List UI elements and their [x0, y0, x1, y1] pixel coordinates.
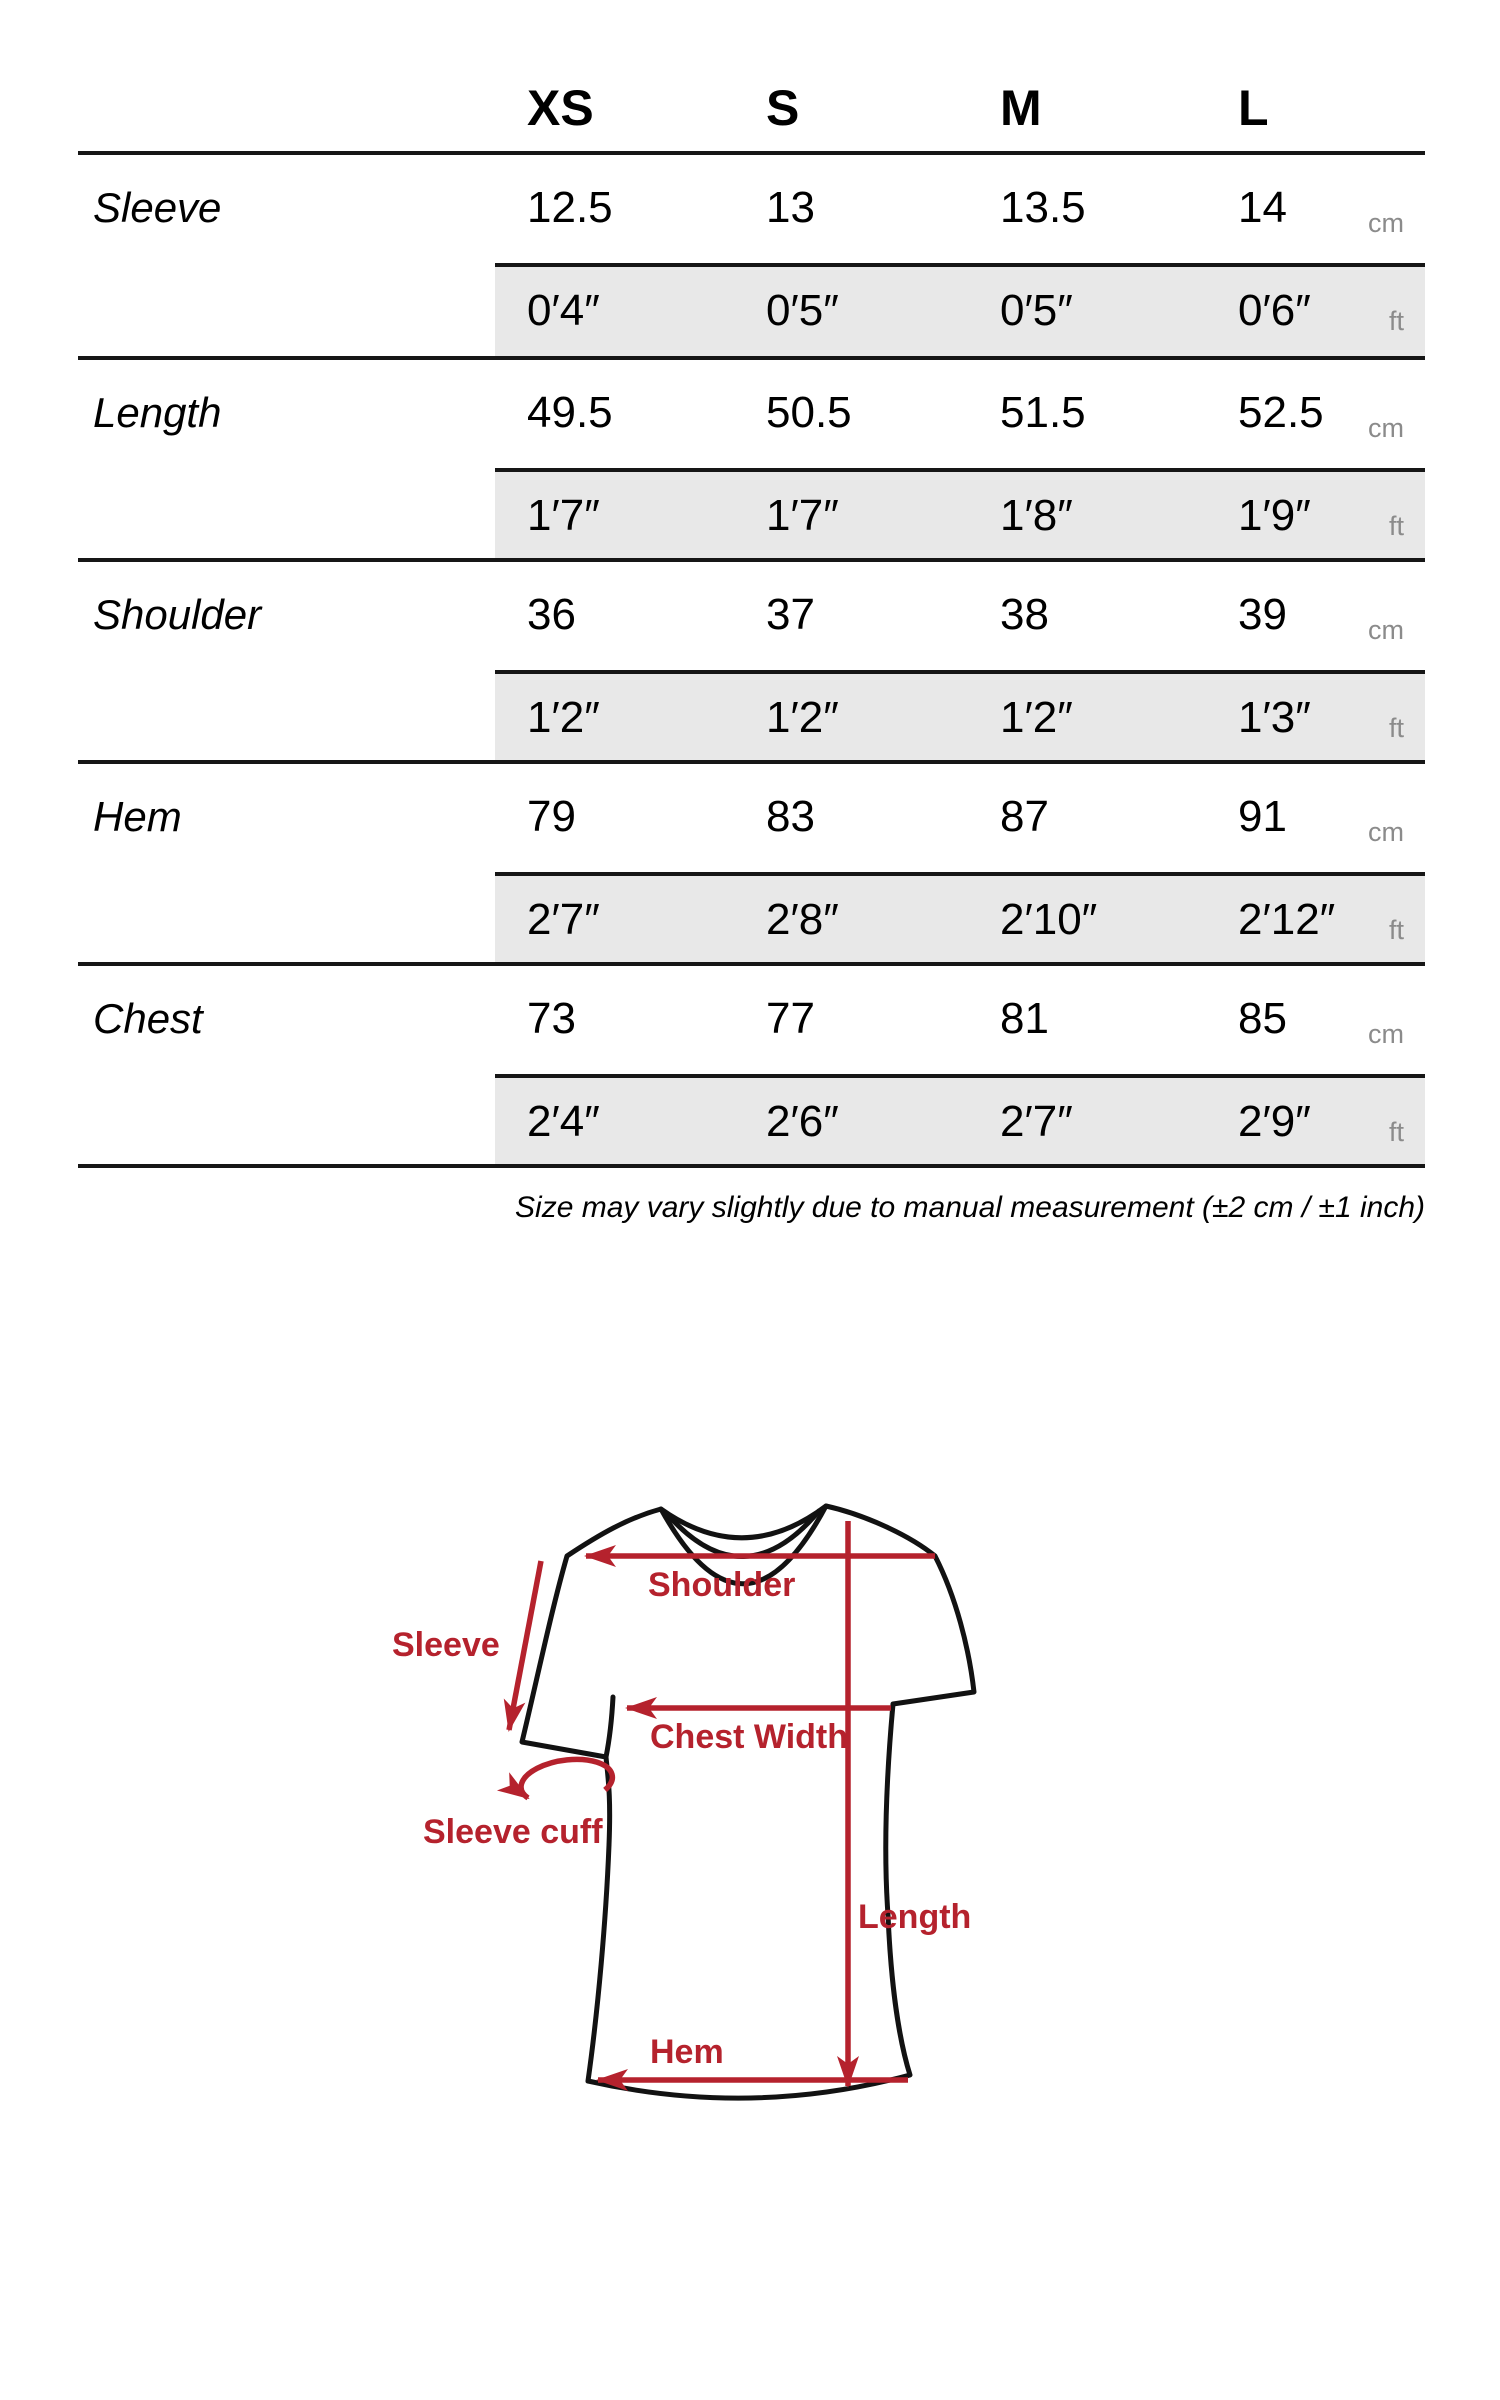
cell-shoulder-s-ft: 1′2″ — [766, 693, 839, 742]
table-rule — [78, 356, 1425, 360]
cell-length-l-ft: 1′9″ — [1238, 491, 1311, 540]
row-label-length: Length — [93, 389, 222, 436]
cell-hem-l-cm: 91 — [1238, 792, 1287, 841]
column-header-s: S — [766, 80, 800, 136]
table-rule — [78, 1164, 1425, 1168]
unit-label-ft: ft — [1388, 1117, 1404, 1147]
chest-width-label: Chest Width — [650, 1718, 849, 1756]
column-header-xs: XS — [527, 80, 594, 136]
cell-hem-m-ft: 2′10″ — [1000, 895, 1098, 944]
row-label-sleeve: Sleeve — [93, 184, 222, 231]
cell-length-s-cm: 50.5 — [766, 388, 852, 437]
row-label-hem: Hem — [93, 793, 182, 840]
cell-hem-l-ft: 2′12″ — [1238, 895, 1336, 944]
tshirt-measurement-diagram — [360, 1460, 1040, 2180]
cell-sleeve-m-cm: 13.5 — [1000, 183, 1086, 232]
cell-chest-l-cm: 85 — [1238, 994, 1287, 1043]
cell-shoulder-m-ft: 1′2″ — [1000, 693, 1073, 742]
cell-chest-s-cm: 77 — [766, 994, 815, 1043]
table-rule — [78, 760, 1425, 764]
cell-hem-s-ft: 2′8″ — [766, 895, 839, 944]
cell-chest-l-ft: 2′9″ — [1238, 1097, 1311, 1146]
cell-chest-xs-cm: 73 — [527, 994, 576, 1043]
hem-label: Hem — [650, 2033, 724, 2071]
unit-label-ft: ft — [1388, 915, 1404, 945]
cell-sleeve-m-ft: 0′5″ — [1000, 286, 1073, 335]
measurement-disclaimer: Size may vary slightly due to manual measurement (±2 cm / ±1 inch) — [515, 1191, 1425, 1224]
cell-shoulder-xs-ft: 1′2″ — [527, 693, 600, 742]
length-label: Length — [858, 1898, 972, 1936]
column-header-m: M — [1000, 80, 1042, 136]
table-rule — [78, 962, 1425, 966]
row-label-chest: Chest — [93, 995, 203, 1042]
cell-sleeve-xs-cm: 12.5 — [527, 183, 613, 232]
unit-label-cm: cm — [1368, 413, 1404, 443]
unit-label-ft: ft — [1388, 511, 1404, 541]
cell-chest-xs-ft: 2′4″ — [527, 1097, 600, 1146]
table-rule — [78, 151, 1425, 155]
unit-label-cm: cm — [1368, 817, 1404, 847]
cell-chest-m-ft: 2′7″ — [1000, 1097, 1073, 1146]
cell-length-l-cm: 52.5 — [1238, 388, 1324, 437]
cell-hem-m-cm: 87 — [1000, 792, 1049, 841]
table-rule — [78, 558, 1425, 562]
cell-sleeve-l-ft: 0′6″ — [1238, 286, 1311, 335]
unit-label-ft: ft — [1388, 713, 1404, 743]
sleeve-arrow — [509, 1561, 541, 1730]
sleeve-cuff-label: Sleeve cuff — [423, 1813, 603, 1851]
cell-shoulder-m-cm: 38 — [1000, 590, 1049, 639]
cell-shoulder-s-cm: 37 — [766, 590, 815, 639]
cell-shoulder-l-ft: 1′3″ — [1238, 693, 1311, 742]
cell-sleeve-s-ft: 0′5″ — [766, 286, 839, 335]
cell-hem-xs-cm: 79 — [527, 792, 576, 841]
unit-label-ft: ft — [1388, 306, 1404, 336]
cell-length-m-cm: 51.5 — [1000, 388, 1086, 437]
tshirt-armpit-seam — [606, 1697, 613, 1757]
cell-hem-s-cm: 83 — [766, 792, 815, 841]
cell-chest-s-ft: 2′6″ — [766, 1097, 839, 1146]
column-header-l: L — [1238, 80, 1269, 136]
shoulder-label: Shoulder — [648, 1566, 796, 1604]
cell-sleeve-s-cm: 13 — [766, 183, 815, 232]
cell-length-xs-ft: 1′7″ — [527, 491, 600, 540]
unit-label-cm: cm — [1368, 208, 1404, 238]
cell-sleeve-xs-ft: 0′4″ — [527, 286, 600, 335]
cell-hem-xs-ft: 2′7″ — [527, 895, 600, 944]
unit-label-cm: cm — [1368, 615, 1404, 645]
cell-length-m-ft: 1′8″ — [1000, 491, 1073, 540]
cell-length-xs-cm: 49.5 — [527, 388, 613, 437]
sleeve-label: Sleeve — [392, 1626, 500, 1664]
cell-shoulder-xs-cm: 36 — [527, 590, 576, 639]
sleeve-cuff-loop-arrow — [521, 1759, 612, 1798]
cell-shoulder-l-cm: 39 — [1238, 590, 1287, 639]
unit-label-cm: cm — [1368, 1019, 1404, 1049]
cell-sleeve-l-cm: 14 — [1238, 183, 1287, 232]
cell-chest-m-cm: 81 — [1000, 994, 1049, 1043]
row-label-shoulder: Shoulder — [93, 591, 262, 638]
cell-length-s-ft: 1′7″ — [766, 491, 839, 540]
